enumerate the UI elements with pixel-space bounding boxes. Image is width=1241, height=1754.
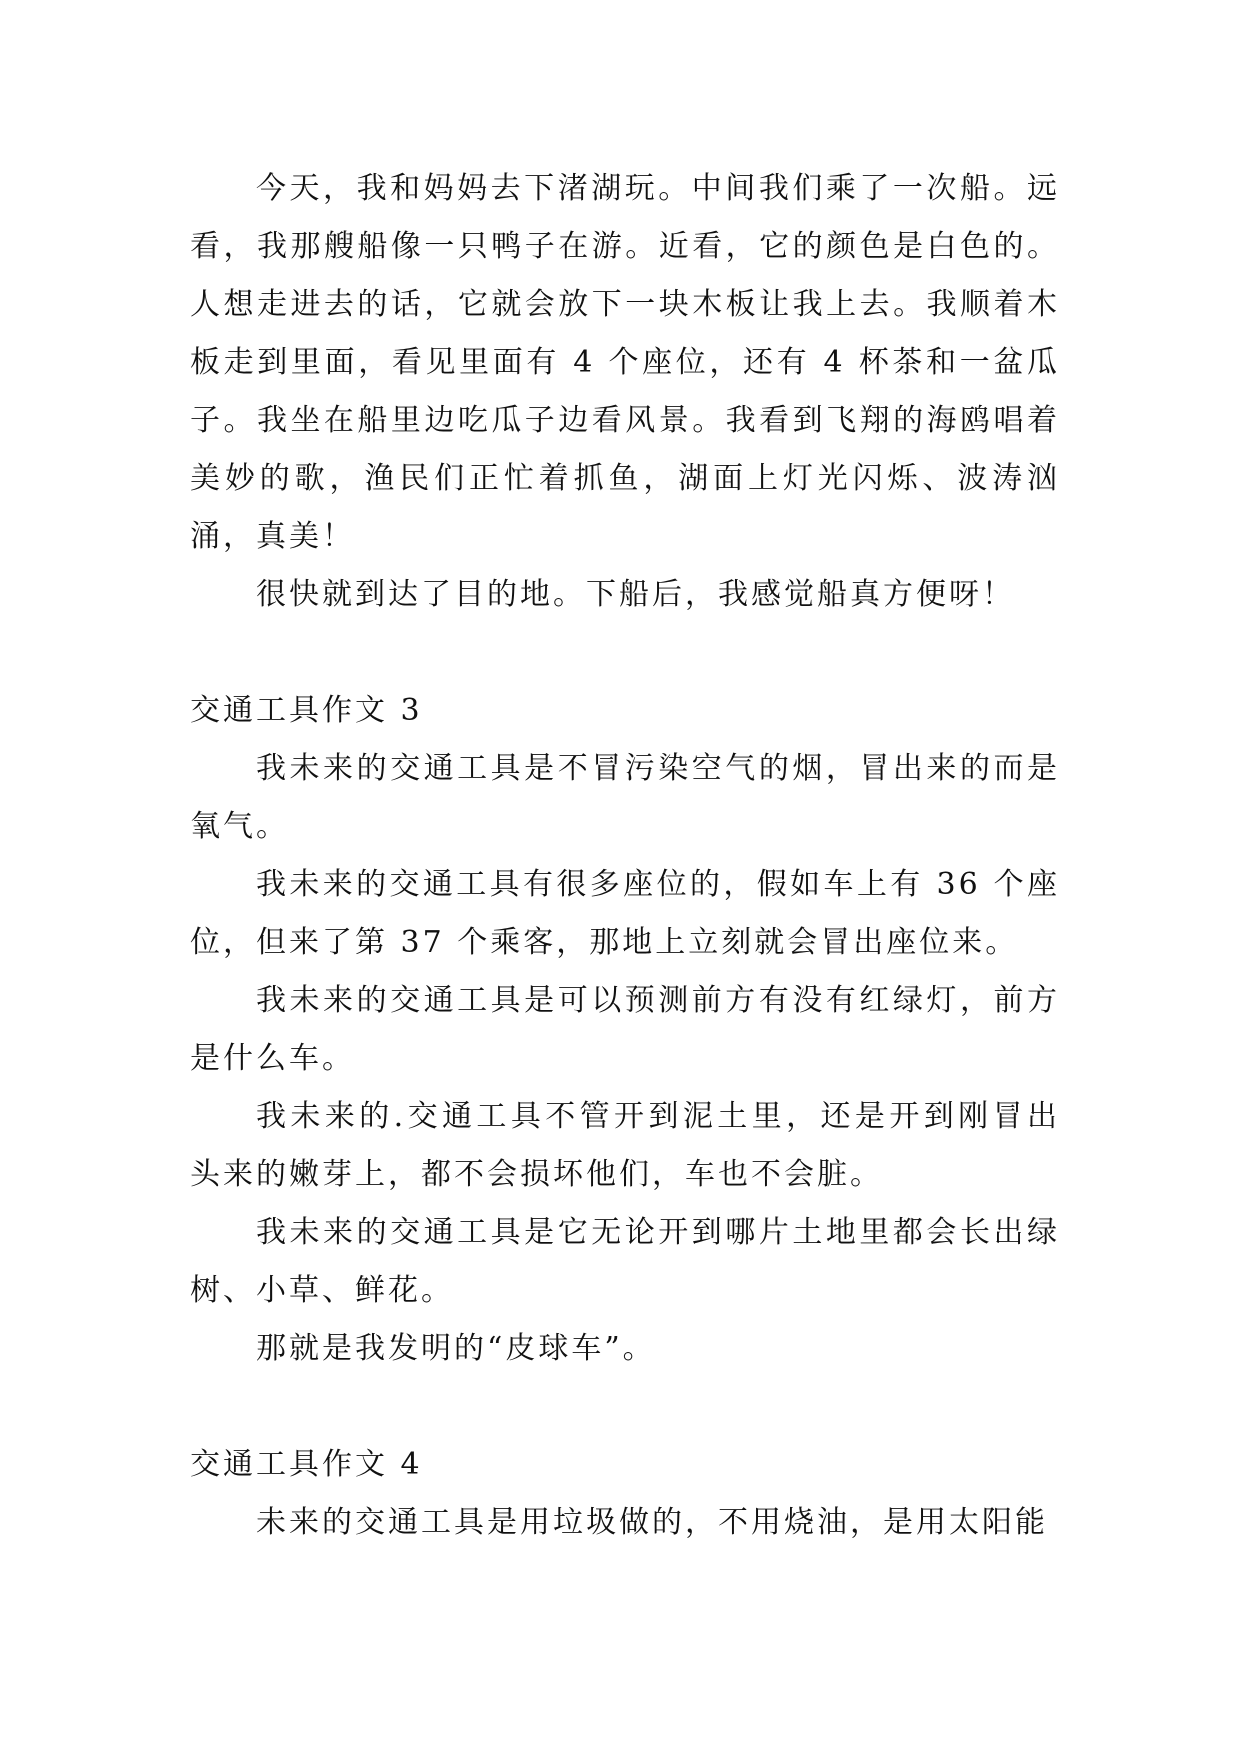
paragraph: 我未来的.交通工具不管开到泥土里，还是开到刚冒出头来的嫩芽上，都不会损坏他们，车也不会脏。 [190,1099,1060,1192]
paragraph: 我未来的交通工具有很多座位的，假如车上有 36 个座位，但来了第 37 个乘客，那地上立刻就会冒出座位来。 [190,867,1060,960]
paragraph: 我未来的交通工具是不冒污染空气的烟，冒出来的而是氧气。 [190,751,1060,844]
section-heading: 交通工具作文 3 [190,693,423,728]
paragraph: 那就是我发明的“皮球车”。 [256,1331,656,1366]
paragraph: 我未来的交通工具是它无论开到哪片土地里都会长出绿树、小草、鲜花。 [190,1215,1060,1308]
section-gap [190,624,1060,682]
section-heading: 交通工具作文 4 [190,1447,423,1482]
paragraph: 我未来的交通工具是可以预测前方有没有红绿灯，前方是什么车。 [190,983,1060,1076]
paragraph: 今天，我和妈妈去下渚湖玩。中间我们乘了一次船。远看，我那艘船像一只鸭子在游。近看，它的颜色是白色的。人想走进去的话，它就会放下一块木板让我上去。我顺着木板走到里面，看见里面有 4 个座位，还有 4 杯茶和一盆瓜子。我坐在船里边吃瓜子边看风景。我看到飞翔的海鸥唱着美妙的歌，渔民们正忙着抓鱼，湖面上灯光闪烁、波涛汹涌，真美！ [190,171,1060,554]
document-body [190,160,1060,1552]
paragraph: 未来的交通工具是用垃圾做的，不用烧油，是用太阳能 [256,1505,1048,1540]
paragraph: 很快就到达了目的地。下船后，我感觉船真方便呀！ [256,577,1015,612]
section-gap [190,1378,1060,1436]
